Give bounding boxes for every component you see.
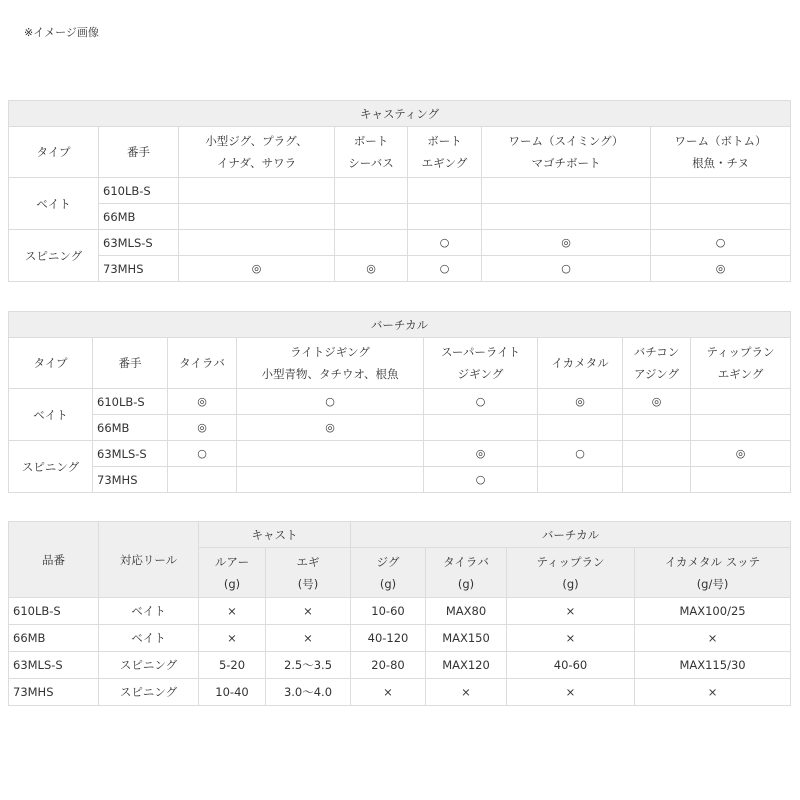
vertical-table <box>8 311 791 493</box>
spec-cell: ベイト <box>99 625 199 652</box>
rating-cell: ◎ <box>335 256 408 282</box>
rating-cell <box>168 467 237 493</box>
model-cell: 63MLS-S <box>93 441 168 467</box>
rating-cell: ○ <box>237 389 424 415</box>
table-row <box>9 625 791 652</box>
rating-cell <box>538 415 623 441</box>
rating-cell: ○ <box>538 441 623 467</box>
group-header: キャスト <box>199 522 351 548</box>
rating-cell <box>651 204 791 230</box>
rating-cell <box>179 178 335 204</box>
model-cell: 63MLS-S <box>99 230 179 256</box>
spec-cell: × <box>266 625 351 652</box>
rating-cell: ◎ <box>623 389 691 415</box>
header-row <box>9 127 791 178</box>
column-header: ティップラン (g) <box>507 548 635 598</box>
rating-cell <box>623 441 691 467</box>
rating-cell <box>335 230 408 256</box>
spec-cell: 20-80 <box>351 652 426 679</box>
rating-cell <box>691 415 791 441</box>
column-header: ボート シーバス <box>335 127 408 178</box>
table-row <box>9 256 791 282</box>
column-header: イカメタル スッテ (g/号) <box>635 548 791 598</box>
header-row <box>9 338 791 389</box>
rating-cell <box>408 178 482 204</box>
spec-cell: × <box>199 625 266 652</box>
column-header: ワーム（スイミング） マゴチボート <box>482 127 651 178</box>
type-label: ベイト <box>9 178 99 230</box>
rating-cell: ◎ <box>424 441 538 467</box>
column-header: 対応リール <box>99 522 199 598</box>
column-header: ティップラン エギング <box>691 338 791 389</box>
spec-cell: × <box>507 625 635 652</box>
title-row <box>9 312 791 338</box>
spec-cell: × <box>507 598 635 625</box>
spec-cell: 40-60 <box>507 652 635 679</box>
table-row <box>9 389 791 415</box>
rating-cell <box>179 204 335 230</box>
column-header: イカメタル <box>538 338 623 389</box>
rating-cell: ◎ <box>168 389 237 415</box>
casting-table <box>8 100 791 282</box>
rating-cell: ○ <box>651 230 791 256</box>
rating-cell <box>335 204 408 230</box>
column-header: タイラバ (g) <box>426 548 507 598</box>
group-header: バーチカル <box>351 522 791 548</box>
rating-cell: ◎ <box>168 415 237 441</box>
column-header: 小型ジグ、プラグ、 イナダ、サワラ <box>179 127 335 178</box>
model-cell: 73MHS <box>93 467 168 493</box>
column-header: ジグ (g) <box>351 548 426 598</box>
rating-cell <box>623 467 691 493</box>
rating-cell <box>482 204 651 230</box>
spec-cell: × <box>635 625 791 652</box>
spec-cell: 5-20 <box>199 652 266 679</box>
table-row <box>9 415 791 441</box>
model-cell: 610LB-S <box>9 598 99 625</box>
column-header: バチコン アジング <box>623 338 691 389</box>
title-row <box>9 101 791 127</box>
header-row <box>9 522 791 548</box>
spec-cell: 3.0～4.0 <box>266 679 351 706</box>
rating-cell: ◎ <box>651 256 791 282</box>
column-header: ルアー (g) <box>199 548 266 598</box>
model-cell: 66MB <box>9 625 99 652</box>
rating-cell <box>424 415 538 441</box>
spec-cell: 10-40 <box>199 679 266 706</box>
column-header: ワーム（ボトム） 根魚・チヌ <box>651 127 791 178</box>
rating-cell <box>237 467 424 493</box>
rating-cell <box>237 441 424 467</box>
rating-cell <box>691 467 791 493</box>
column-header: スーパーライト ジギング <box>424 338 538 389</box>
spec-cell: スピニング <box>99 652 199 679</box>
table-row <box>9 467 791 493</box>
rating-cell <box>482 178 651 204</box>
model-cell: 66MB <box>99 204 179 230</box>
spec-cell: スピニング <box>99 679 199 706</box>
model-cell: 63MLS-S <box>9 652 99 679</box>
type-label: ベイト <box>9 389 93 441</box>
model-cell: 73MHS <box>9 679 99 706</box>
rating-cell: ◎ <box>691 441 791 467</box>
column-header: ボート エギング <box>408 127 482 178</box>
rating-cell <box>623 415 691 441</box>
spec-cell: 40-120 <box>351 625 426 652</box>
spec-cell: × <box>426 679 507 706</box>
type-label: スピニング <box>9 441 93 493</box>
column-header: 品番 <box>9 522 99 598</box>
column-header: タイプ <box>9 127 99 178</box>
column-header: ライトジギング 小型青物、タチウオ、根魚 <box>237 338 424 389</box>
table-row <box>9 230 791 256</box>
table-row <box>9 178 791 204</box>
table-row <box>9 441 791 467</box>
table-title: バーチカル <box>9 312 791 338</box>
rating-cell: ○ <box>408 230 482 256</box>
rating-cell: ○ <box>424 467 538 493</box>
rating-cell: ○ <box>482 256 651 282</box>
table-row <box>9 598 791 625</box>
column-header: 番手 <box>93 338 168 389</box>
specs-table <box>8 521 791 706</box>
image-note: ※イメージ画像 <box>24 26 99 39</box>
rating-cell <box>538 467 623 493</box>
table-row <box>9 652 791 679</box>
rating-cell: ◎ <box>237 415 424 441</box>
type-label: スピニング <box>9 230 99 282</box>
spec-cell: × <box>351 679 426 706</box>
rating-cell: ◎ <box>482 230 651 256</box>
rating-cell <box>335 178 408 204</box>
table-row <box>9 679 791 706</box>
table-row <box>9 204 791 230</box>
spec-cell: × <box>199 598 266 625</box>
spec-cell: × <box>266 598 351 625</box>
spec-cell: × <box>507 679 635 706</box>
column-header: 番手 <box>99 127 179 178</box>
spec-cell: 2.5～3.5 <box>266 652 351 679</box>
rating-cell <box>651 178 791 204</box>
rating-cell <box>179 230 335 256</box>
rating-cell <box>408 204 482 230</box>
model-cell: 73MHS <box>99 256 179 282</box>
spec-cell: MAX115/30 <box>635 652 791 679</box>
column-header: タイラバ <box>168 338 237 389</box>
model-cell: 610LB-S <box>93 389 168 415</box>
rating-cell <box>691 389 791 415</box>
spec-cell: 10-60 <box>351 598 426 625</box>
spec-cell: MAX150 <box>426 625 507 652</box>
spec-cell: MAX100/25 <box>635 598 791 625</box>
rating-cell: ○ <box>408 256 482 282</box>
spec-cell: MAX120 <box>426 652 507 679</box>
rating-cell: ◎ <box>538 389 623 415</box>
model-cell: 66MB <box>93 415 168 441</box>
rating-cell: ◎ <box>179 256 335 282</box>
column-header: エギ (号) <box>266 548 351 598</box>
table-title: キャスティング <box>9 101 791 127</box>
rating-cell: ○ <box>168 441 237 467</box>
model-cell: 610LB-S <box>99 178 179 204</box>
rating-cell: ○ <box>424 389 538 415</box>
spec-cell: × <box>635 679 791 706</box>
spec-cell: MAX80 <box>426 598 507 625</box>
column-header: タイプ <box>9 338 93 389</box>
spec-cell: ベイト <box>99 598 199 625</box>
